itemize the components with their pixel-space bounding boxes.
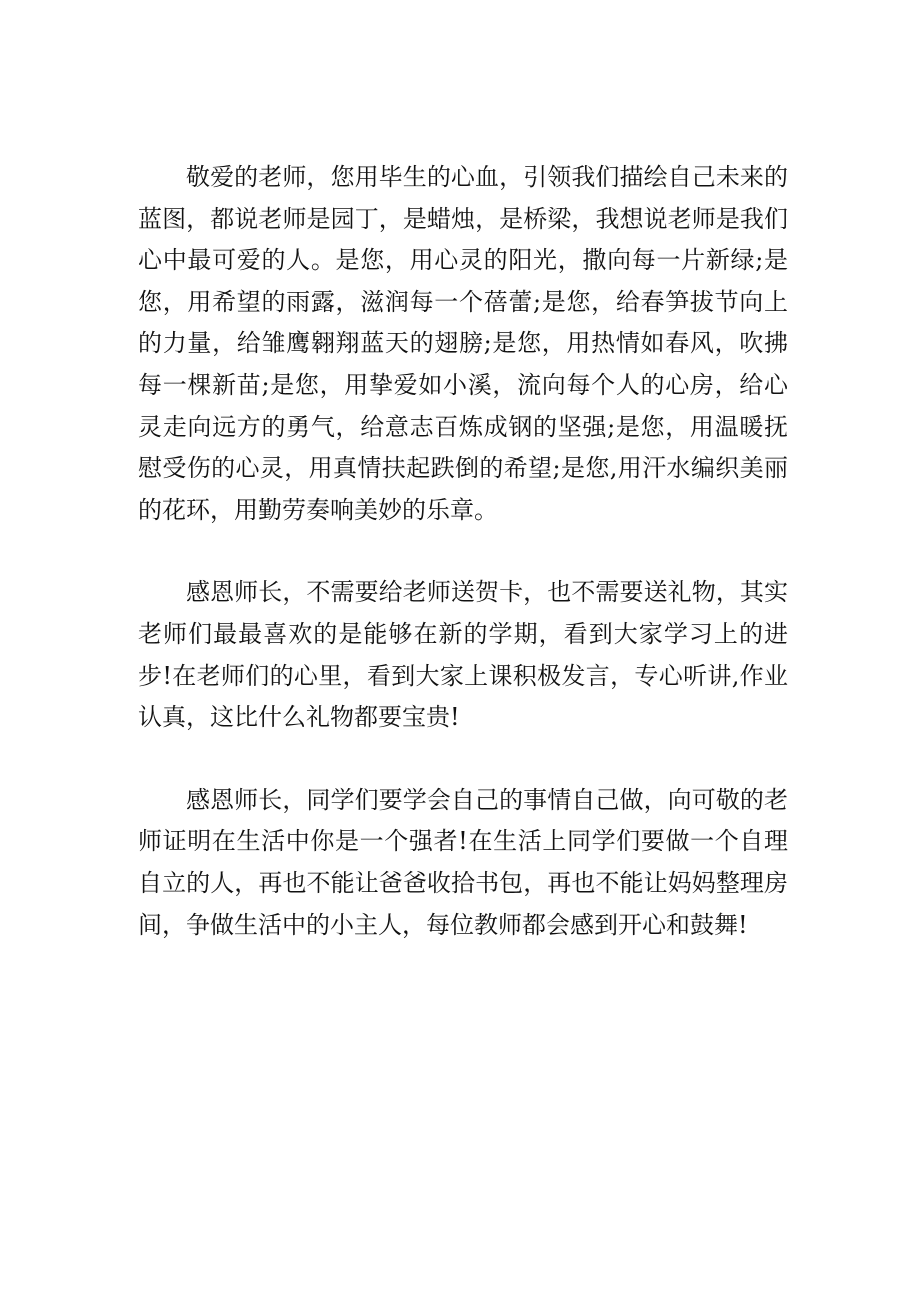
paragraph-teacher-praise: 敬爱的老师，您用毕生的心血，引领我们描绘自己未来的蓝图，都说老师是园丁，是蜡烛，是桥梁，我想说老师是我们心中最可爱的人。是您，用心灵的阳光，撒向每一片新绿;是您，用希望的雨露，滋润每一个蓓蕾;是您，给春笋拔节向上的力量，给雏鹰翱翔蓝天的翅膀;是您，用热情如春风，吹拂每一棵新苗;是您，用挚爱如小溪，流向每个人的心房，给心灵走向远方的勇气，给意志百炼成钢的坚强;是您，用温暖抚慰受伤的心灵，用真情扶起跌倒的希望;是您,用汗水编织美丽的花环，用勤劳奏响美妙的乐章。 <box>138 163 788 524</box>
paragraph-gratitude-progress: 感恩师长，不需要给老师送贺卡，也不需要送礼物，其实老师们最最喜欢的是能够在新的学期，看到大家学习上的进步!在老师们的心里，看到大家上课积极发言，专心听讲,作业认真，这比什么礼物都要宝贵! <box>138 578 788 732</box>
document-body <box>138 157 788 946</box>
paragraph-gratitude-independence: 感恩师长，同学们要学会自己的事情自己做，向可敬的老师证明在生活中你是一个强者!在生活上同学们要做一个自理自立的人，再也不能让爸爸收拾书包，再也不能让妈妈整理房间，争做生活中的小主人，每位教师都会感到开心和鼓舞! <box>138 785 788 939</box>
